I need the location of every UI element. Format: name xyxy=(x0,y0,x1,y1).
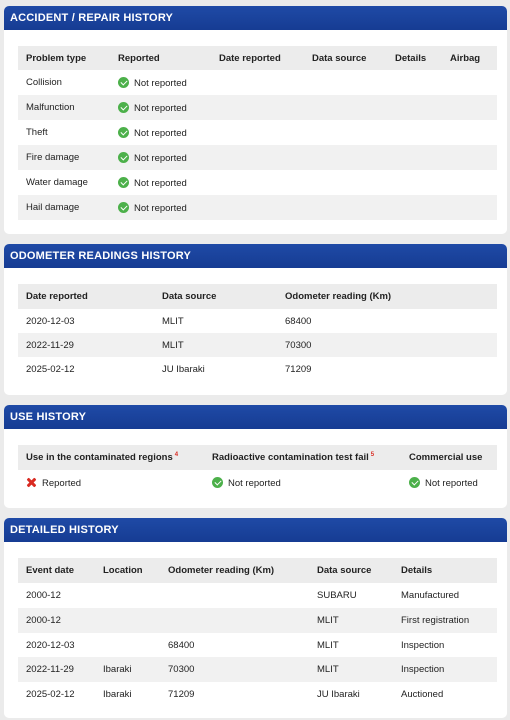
reading-cell: 71209 xyxy=(277,357,497,381)
reading-cell: 68400 xyxy=(277,309,497,333)
odometer-table xyxy=(18,284,497,381)
check-icon xyxy=(118,177,129,188)
col-location: Location xyxy=(95,558,160,583)
problem-type: Hail damage xyxy=(18,195,110,220)
col-details: Details xyxy=(387,46,442,70)
reported-cell xyxy=(110,170,211,195)
col-problem-type: Problem type xyxy=(18,46,110,70)
table-row xyxy=(18,333,497,357)
col-event-date: Event date xyxy=(18,558,95,583)
detailed-history-section xyxy=(4,518,507,718)
reading-cell: 68400 xyxy=(160,633,309,657)
accident-repair-title: ACCIDENT / REPAIR HISTORY xyxy=(4,6,507,30)
footnote-marker: 4 xyxy=(174,451,179,458)
problem-type: Malfunction xyxy=(18,95,110,120)
use-history-section xyxy=(4,405,507,508)
reported-status: Not reported xyxy=(134,127,187,139)
reported-status: Not reported xyxy=(134,177,187,189)
details-cell: Manufactured xyxy=(393,583,497,608)
reported-status: Not reported xyxy=(134,77,187,89)
problem-type: Collision xyxy=(18,70,110,95)
reported-status: Not reported xyxy=(134,152,187,164)
col-data-source: Data source xyxy=(154,284,277,309)
source-cell: MLIT xyxy=(309,633,393,657)
problem-type: Theft xyxy=(18,120,110,145)
details-cell: First registration xyxy=(393,608,497,633)
reported-cell xyxy=(110,195,211,220)
reading-cell: 70300 xyxy=(277,333,497,357)
source-cell: JU Ibaraki xyxy=(154,357,277,381)
table-row xyxy=(18,145,497,170)
col-details: Details xyxy=(393,558,497,583)
date-cell: 2022-11-29 xyxy=(18,333,154,357)
commercial-use-value: Not reported xyxy=(401,470,497,495)
table-row xyxy=(18,309,497,333)
table-row xyxy=(18,120,497,145)
col-date-reported: Date reported xyxy=(18,284,154,309)
table-row xyxy=(18,608,497,633)
details-cell: Inspection xyxy=(393,657,497,682)
date-cell: 2025-02-12 xyxy=(18,357,154,381)
check-icon xyxy=(118,152,129,163)
check-icon xyxy=(118,202,129,213)
check-icon xyxy=(118,77,129,88)
location-cell: Ibaraki xyxy=(95,657,160,682)
col-radioactive-test: Radioactive contamination test fail $^5$ xyxy=(204,445,401,470)
problem-type: Fire damage xyxy=(18,145,110,170)
reading-cell xyxy=(160,583,309,608)
check-icon xyxy=(118,102,129,113)
use-history-title: USE HISTORY xyxy=(4,405,507,429)
location-cell: Ibaraki xyxy=(95,682,160,706)
use-history-table xyxy=(18,445,497,495)
table-row xyxy=(18,195,497,220)
event-date-cell: 2000-12 xyxy=(18,583,95,608)
detailed-history-title: DETAILED HISTORY xyxy=(4,518,507,542)
table-row xyxy=(18,70,497,95)
source-cell: MLIT xyxy=(309,608,393,633)
col-date-reported: Date reported xyxy=(211,46,304,70)
check-icon xyxy=(409,477,420,488)
detailed-history-table xyxy=(18,558,497,706)
table-row xyxy=(18,357,497,381)
footnote-marker: 5 xyxy=(370,451,375,458)
location-cell xyxy=(95,608,160,633)
table-row xyxy=(18,583,497,608)
table-row xyxy=(18,633,497,657)
table-row xyxy=(18,170,497,195)
event-date-cell: 2020-12-03 xyxy=(18,633,95,657)
odometer-title: ODOMETER READINGS HISTORY xyxy=(4,244,507,268)
reading-cell: 71209 xyxy=(160,682,309,706)
source-cell: MLIT xyxy=(154,309,277,333)
table-row xyxy=(18,470,497,495)
col-data-source: Data source xyxy=(309,558,393,583)
radioactive-test-value: Not reported xyxy=(204,470,401,495)
details-cell: Inspection xyxy=(393,633,497,657)
event-date-cell: 2022-11-29 xyxy=(18,657,95,682)
reported-cell xyxy=(110,70,211,95)
location-cell xyxy=(95,583,160,608)
contaminated-regions-value: Reported xyxy=(18,470,204,495)
reading-cell xyxy=(160,608,309,633)
odometer-section xyxy=(4,244,507,395)
accident-repair-table xyxy=(18,46,497,220)
col-airbag: Airbag xyxy=(442,46,497,70)
check-icon xyxy=(118,127,129,138)
reported-status: Not reported xyxy=(134,102,187,114)
accident-repair-section xyxy=(4,6,507,234)
reported-cell xyxy=(110,120,211,145)
event-date-cell: 2025-02-12 xyxy=(18,682,95,706)
date-cell: 2020-12-03 xyxy=(18,309,154,333)
event-date-cell: 2000-12 xyxy=(18,608,95,633)
col-commercial-use: Commercial use xyxy=(401,445,497,470)
col-odometer-reading: Odometer reading (Km) xyxy=(160,558,309,583)
cross-icon xyxy=(26,477,37,488)
reported-cell xyxy=(110,95,211,120)
col-data-source: Data source xyxy=(304,46,387,70)
table-row xyxy=(18,95,497,120)
source-cell: SUBARU xyxy=(309,583,393,608)
table-row xyxy=(18,682,497,706)
col-odometer-reading: Odometer reading (Km) xyxy=(277,284,497,309)
source-cell: JU Ibaraki xyxy=(309,682,393,706)
check-icon xyxy=(212,477,223,488)
col-contaminated-regions: Use in the contaminated regions $^4$ xyxy=(18,445,204,470)
location-cell xyxy=(95,633,160,657)
table-row xyxy=(18,657,497,682)
reported-status: Not reported xyxy=(134,202,187,214)
details-cell: Auctioned xyxy=(393,682,497,706)
source-cell: MLIT xyxy=(154,333,277,357)
problem-type: Water damage xyxy=(18,170,110,195)
reading-cell: 70300 xyxy=(160,657,309,682)
source-cell: MLIT xyxy=(309,657,393,682)
col-reported: Reported xyxy=(110,46,211,70)
reported-cell xyxy=(110,145,211,170)
